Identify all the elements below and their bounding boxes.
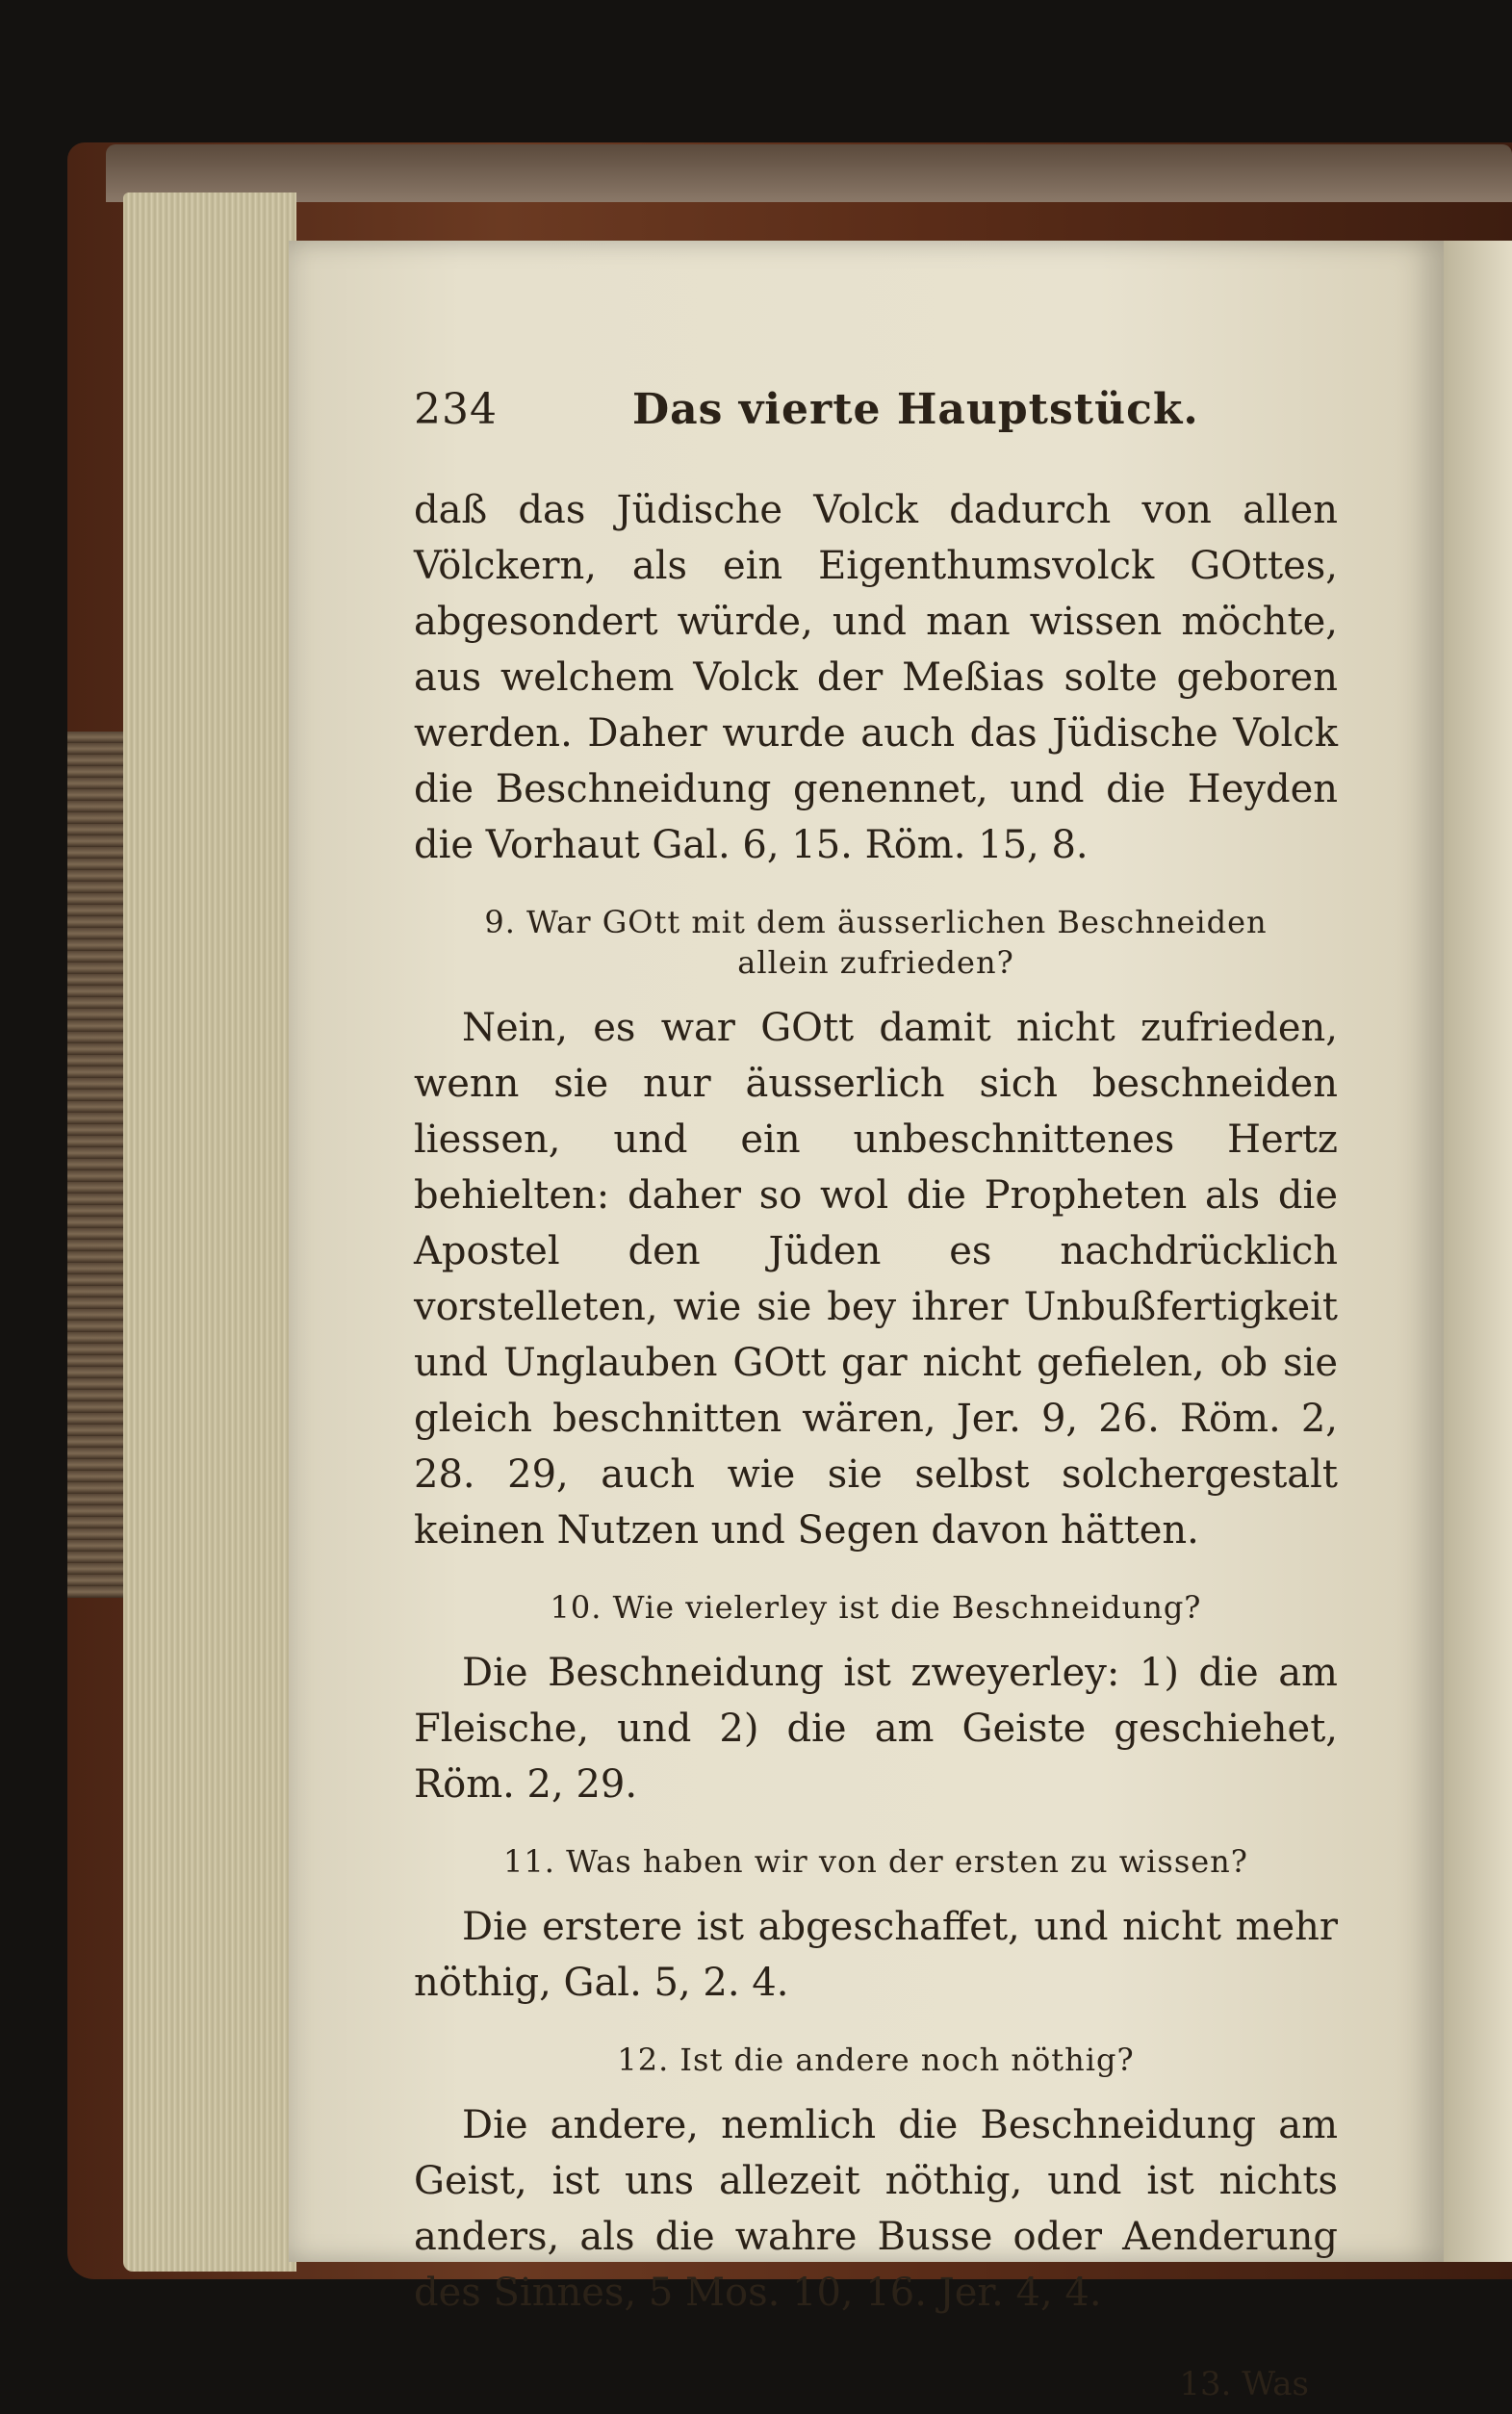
question-heading: 10. Wie vielerley ist die Beschneidung? <box>550 1589 1202 1626</box>
page-number: 234 <box>414 385 498 434</box>
question-heading: 11. Was haben wir von der ersten zu wissen? <box>503 1843 1248 1880</box>
facing-page-edge <box>1444 241 1512 2262</box>
paragraph: Die erstere ist abgeschaffet, und nicht mehr nöthig, Gal. 5, 2. 4. <box>414 1905 1338 2005</box>
paragraph: daß das Jüdische Volck dadurch von allen Völckern, als ein Eigenthumsvolck GOttes, abgesondert würde, und man wissen möchte, aus welchem Volck der Meßias solte geboren werden. Daher wurde auch das Jüdische Volck die Beschneidung genennet, und die Heyden die Vorhaut Gal. 6, 15. Röm. 15, 8. <box>414 488 1338 867</box>
page-text <box>414 385 1338 2403</box>
paragraph: Die andere, nemlich die Beschneidung am Geist, ist uns allezeit nöthig, und ist nichts anders, als die wahre Busse oder Aenderung des Sinnes, 5 Mos. 10, 16. Jer. 4, 4. <box>414 2103 1338 2315</box>
page-edges <box>123 193 296 2272</box>
question-heading: 12. Ist die andere noch nöthig? <box>617 2042 1135 2078</box>
paragraph: Die Beschneidung ist zweyerley: 1) die am Fleische, und 2) die am Geiste geschiehet, Röm. 2, 29. <box>414 1651 1338 1807</box>
question-heading: 9. War GOtt mit dem äusserlichen Beschneiden allein zufrieden? <box>484 904 1268 981</box>
page-header <box>414 385 1338 434</box>
running-head: Das vierte Hauptstück. <box>631 385 1199 434</box>
cover-top-edge <box>106 144 1512 202</box>
paragraph: Nein, es war GOtt damit nicht zufrieden, wenn sie nur äusserlich sich beschneiden liessen, und ein unbeschnittenes Hertz behielten: daher so wol die Propheten als die Apostel den Jüden es nachdrücklich vorstelleten, wie sie bey ihrer Unbußfertigkeit und Unglauben GOtt gar nicht gefielen, ob sie gleich beschnitten wären, Jer. 9, 26. Röm. 2, 28. 29, auch wie sie selbst solchergestalt keinen Nutzen und Segen davon hätten. <box>414 1006 1338 1553</box>
catchword: 13. Was <box>1179 2365 1309 2403</box>
